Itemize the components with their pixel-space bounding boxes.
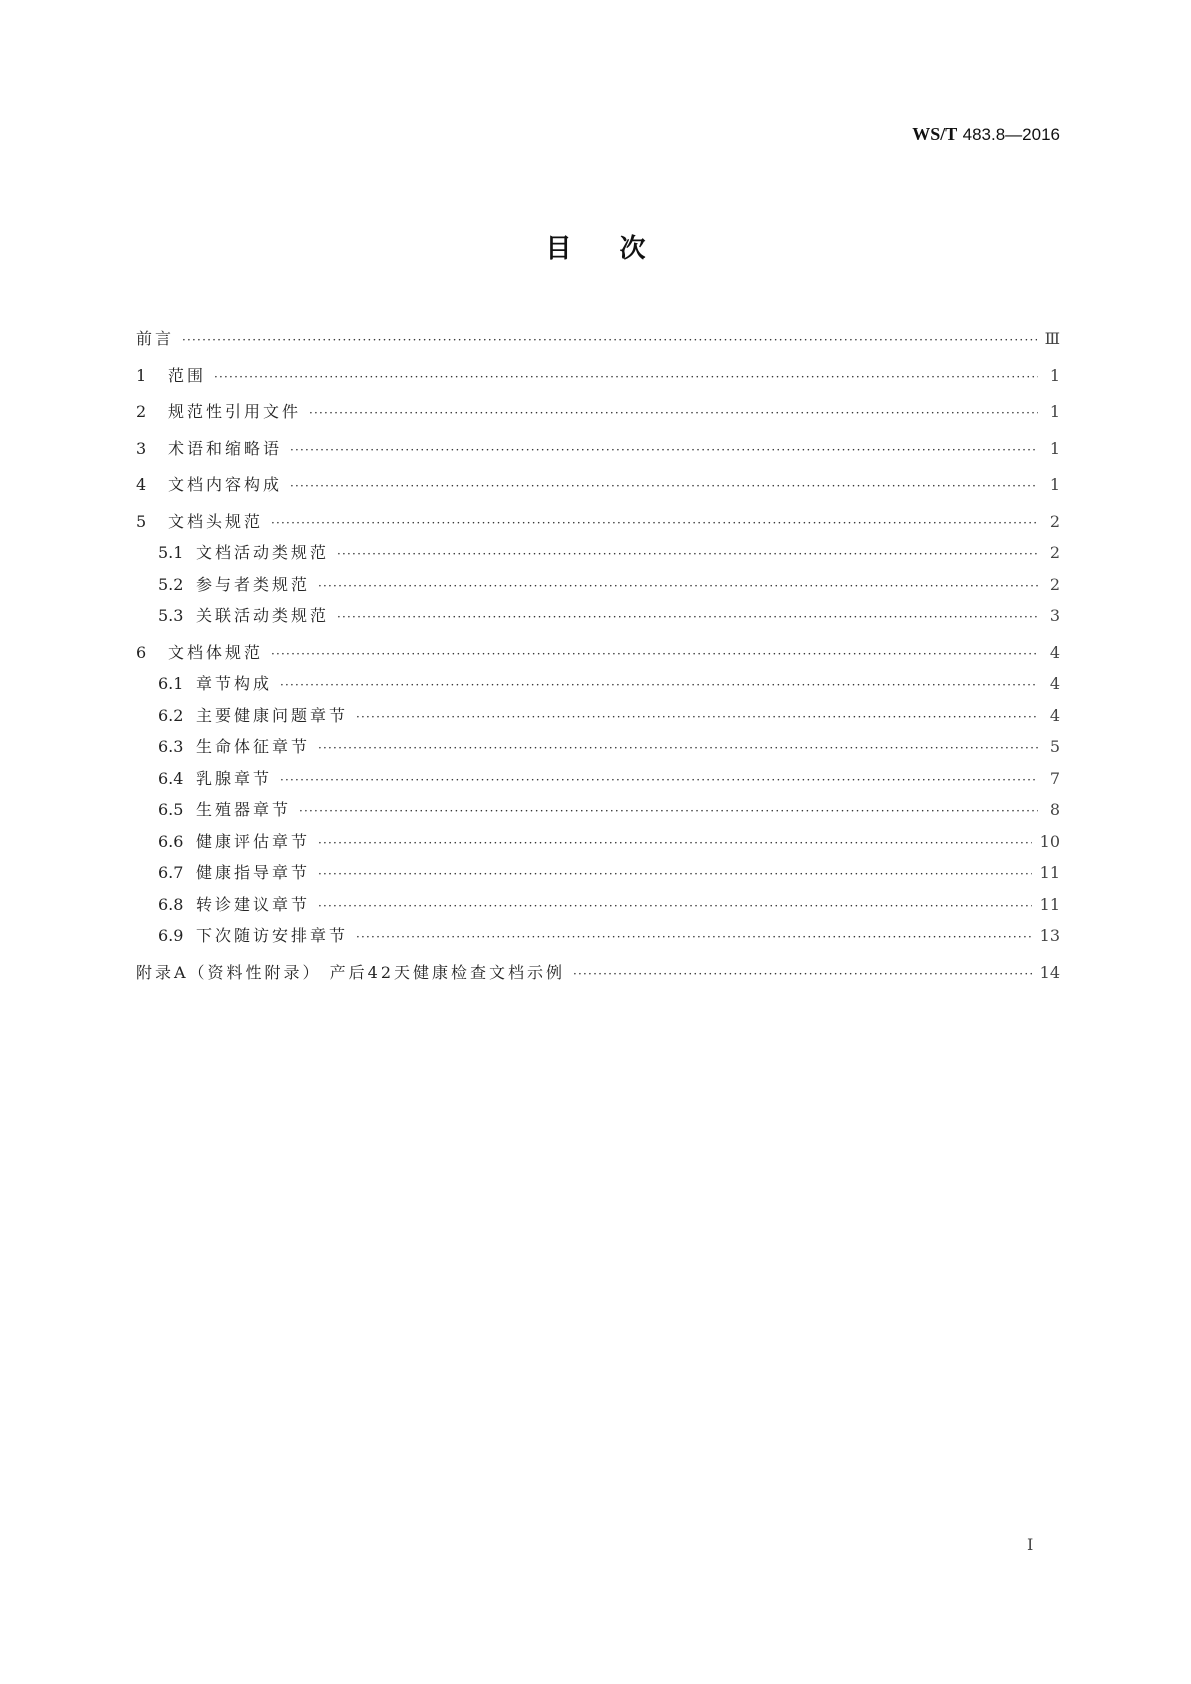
toc-entry-text: 规范性引用文件 — [168, 402, 302, 421]
leader-dots — [318, 899, 1032, 913]
toc-subentry[interactable] — [136, 703, 1060, 735]
toc-entry-number: 5.3 — [158, 606, 184, 625]
toc-entry-number: 2 — [136, 402, 147, 421]
toc-entry-number: 6.8 — [158, 894, 184, 914]
toc-entry[interactable] — [136, 363, 1060, 395]
toc-entry-number: 6.7 — [158, 863, 184, 882]
leader-dots — [318, 836, 1032, 850]
toc-page-number: 2 — [1049, 574, 1060, 594]
toc-page-number: 2 — [1049, 543, 1060, 562]
toc-page-number: 8 — [1049, 800, 1060, 819]
standard-number: 483.8—2016 — [962, 125, 1060, 144]
toc-page-number: 5 — [1049, 737, 1060, 756]
toc-entry-text: 关联活动类规范 — [196, 606, 330, 625]
leader-dots — [290, 479, 1038, 493]
table-of-contents — [136, 326, 1060, 991]
toc-entry-text: 文档体规范 — [168, 642, 264, 662]
leader-dots — [299, 804, 1038, 818]
toc-subentry[interactable] — [136, 892, 1060, 924]
toc-page-number: 3 — [1049, 606, 1060, 625]
toc-page-number: 13 — [1039, 926, 1060, 945]
leader-dots — [214, 370, 1038, 384]
leader-dots — [271, 647, 1038, 661]
toc-entry-text: 生殖器章节 — [196, 800, 292, 819]
toc-entry-number: 5.2 — [158, 574, 184, 594]
toc-page-number: Ⅲ — [1044, 329, 1060, 348]
toc-entry-text: 附录A（资料性附录） 产后42天健康检查文档示例 — [136, 962, 566, 982]
toc-entry-number: 6.9 — [158, 926, 184, 945]
toc-entry-number: 6 — [136, 642, 147, 662]
standard-prefix: WS/T — [912, 124, 958, 144]
leader-dots — [309, 406, 1038, 420]
toc-entry-text: 乳腺章节 — [196, 768, 273, 788]
toc-page-number: 14 — [1039, 962, 1060, 982]
toc-page-number: 4 — [1049, 705, 1060, 725]
leader-dots — [318, 867, 1032, 881]
toc-entry-number: 1 — [136, 365, 147, 385]
toc-entry-number: 6.6 — [158, 831, 184, 851]
toc-entry-text: 转诊建议章节 — [196, 894, 311, 914]
toc-page-number: 1 — [1049, 475, 1060, 494]
toc-page-number: 1 — [1049, 438, 1060, 458]
leader-dots — [280, 678, 1038, 692]
toc-entry[interactable] — [136, 640, 1060, 672]
toc-entry-number: 4 — [136, 475, 147, 494]
toc-entry-number: 6.4 — [158, 768, 184, 788]
toc-subentry[interactable] — [136, 860, 1060, 892]
leader-dots — [337, 547, 1038, 561]
toc-entry-text: 下次随访安排章节 — [196, 926, 349, 945]
leader-dots — [356, 930, 1032, 944]
toc-subentry[interactable] — [136, 923, 1060, 955]
toc-entry[interactable] — [136, 436, 1060, 468]
toc-page-number: 4 — [1049, 642, 1060, 662]
leader-dots — [271, 516, 1038, 530]
toc-entry-text: 范围 — [168, 365, 207, 385]
toc-subentry[interactable] — [136, 829, 1060, 861]
toc-page-number: 11 — [1039, 863, 1060, 882]
toc-page-number: 2 — [1049, 511, 1060, 531]
toc-entry-text: 文档内容构成 — [168, 475, 283, 494]
toc-entry-text: 前言 — [136, 329, 175, 348]
toc-entry-number: 6.5 — [158, 800, 184, 819]
page-title: 目次 — [545, 234, 694, 264]
leader-dots — [280, 773, 1038, 787]
toc-entry[interactable] — [136, 399, 1060, 431]
leader-dots — [573, 967, 1032, 981]
toc-entry-text: 生命体征章节 — [196, 737, 311, 756]
toc-subentry[interactable] — [136, 603, 1060, 635]
toc-subentry[interactable] — [136, 540, 1060, 572]
toc-entry-text: 术语和缩略语 — [168, 438, 283, 458]
leader-dots — [356, 710, 1038, 724]
toc-subentry[interactable] — [136, 572, 1060, 604]
toc-entry-text: 健康指导章节 — [196, 863, 311, 882]
leader-dots — [337, 610, 1038, 624]
toc-entry-number: 6.3 — [158, 737, 184, 756]
toc-subentry[interactable] — [136, 734, 1060, 766]
toc-entry-text: 文档活动类规范 — [196, 543, 330, 562]
toc-entry-text: 章节构成 — [196, 674, 273, 693]
toc-entry-number: 5.1 — [158, 543, 184, 562]
toc-entry-foreword[interactable] — [136, 326, 1060, 358]
leader-dots — [290, 443, 1038, 457]
toc-page-number: 10 — [1039, 831, 1060, 851]
toc-subentry[interactable] — [136, 797, 1060, 829]
leader-dots — [318, 741, 1038, 755]
toc-entry-text: 主要健康问题章节 — [196, 705, 349, 725]
toc-entry-text: 文档头规范 — [168, 511, 264, 531]
toc-entry-appendix-a[interactable] — [136, 960, 1060, 992]
toc-subentry[interactable] — [136, 766, 1060, 798]
toc-entry-text: 参与者类规范 — [196, 574, 311, 594]
toc-page-number: 1 — [1049, 365, 1060, 385]
leader-dots — [318, 579, 1038, 593]
toc-subentry[interactable] — [136, 671, 1060, 703]
standard-code — [912, 124, 1060, 145]
toc-page-number: 1 — [1049, 402, 1060, 421]
toc-entry-number: 3 — [136, 438, 147, 458]
leader-dots — [182, 333, 1037, 347]
toc-page-number: 11 — [1039, 894, 1060, 914]
toc-entry[interactable] — [136, 509, 1060, 541]
page-number: Ⅰ — [1027, 1535, 1034, 1554]
toc-entry-number: 6.1 — [158, 674, 184, 693]
toc-entry[interactable] — [136, 472, 1060, 504]
toc-entry-text: 健康评估章节 — [196, 831, 311, 851]
toc-entry-number: 6.2 — [158, 705, 184, 725]
toc-page-number: 7 — [1049, 768, 1060, 788]
toc-entry-number: 5 — [136, 511, 147, 531]
toc-page-number: 4 — [1049, 674, 1060, 693]
